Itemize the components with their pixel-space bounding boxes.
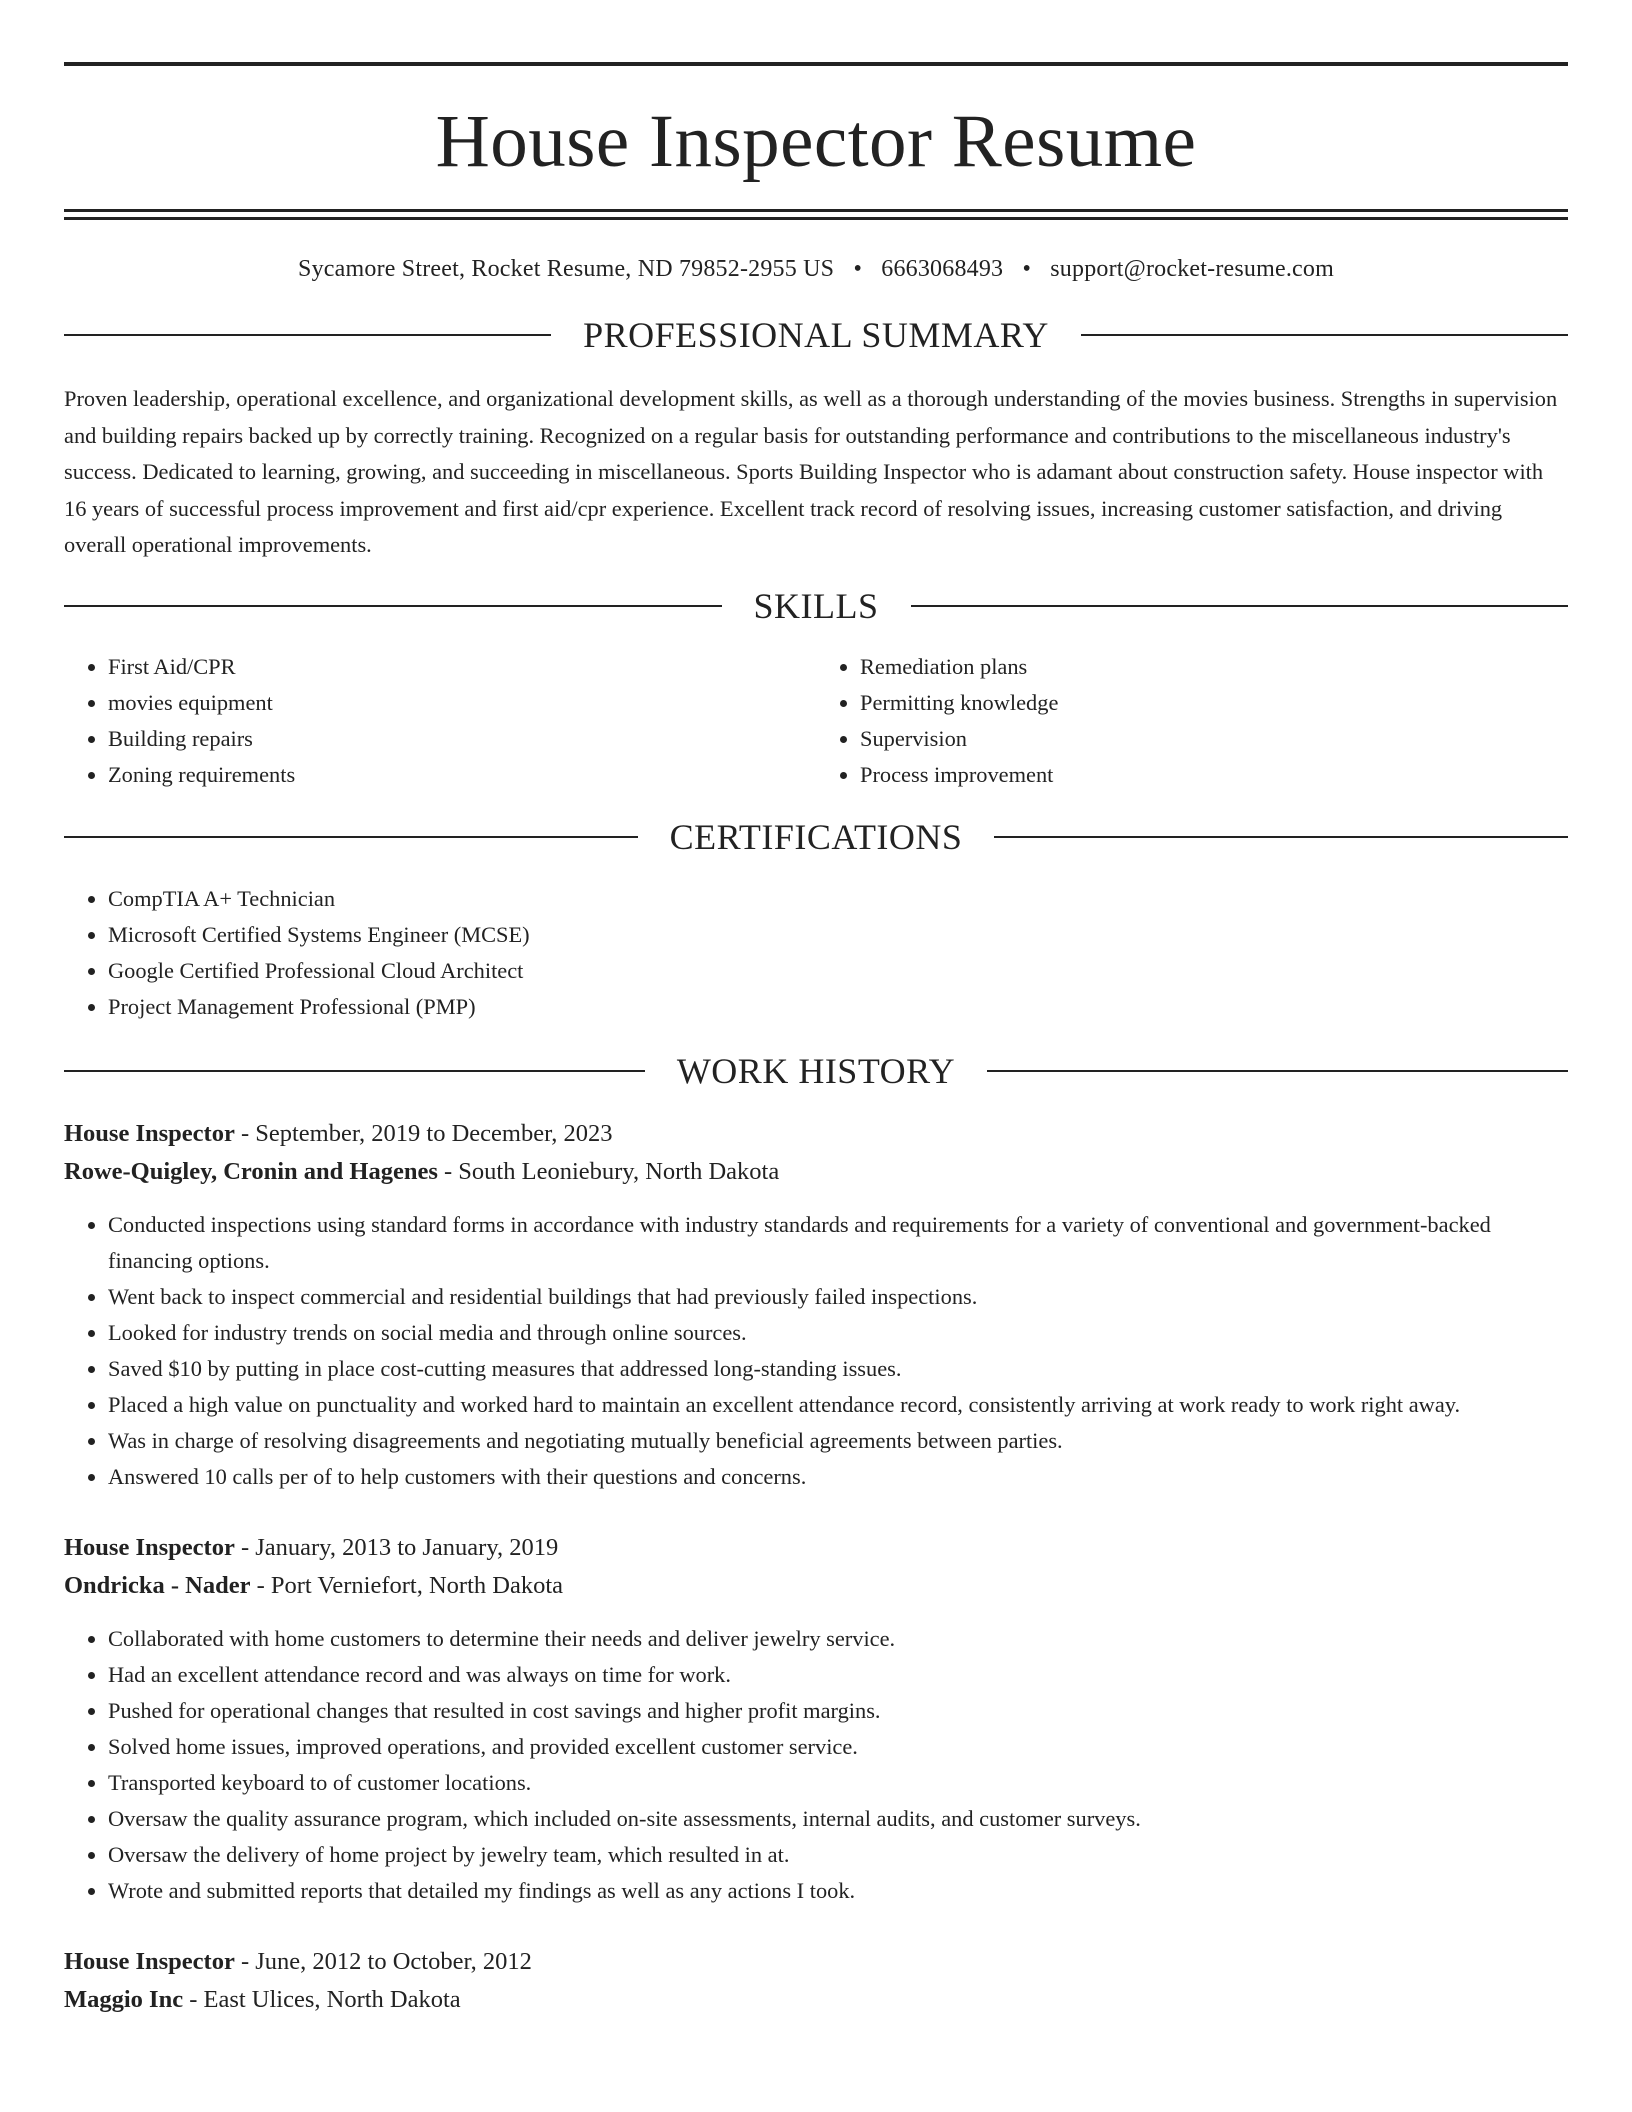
job-bullets: [64, 1207, 1568, 1495]
certifications-section-heading: [64, 816, 1568, 857]
job-bullet: • Conducted inspections using standard forms in accordance with industry standards and requirements for a variety of conventional and government-backed financing options.: [108, 1207, 1568, 1279]
job-title: House Inspector: [64, 1947, 235, 1975]
heading-rule-right: [994, 836, 1568, 838]
skill-item: • Building repairs: [108, 721, 816, 757]
certifications-heading-label: CERTIFICATIONS: [669, 816, 963, 857]
skill-item: • Permitting knowledge: [860, 685, 1568, 721]
job-company: Maggio Inc: [64, 1985, 184, 2013]
skills-list: [64, 649, 1568, 793]
job-entry: [64, 1115, 1568, 1495]
job-company-line: [64, 1153, 1568, 1191]
heading-rule-right: [911, 605, 1569, 607]
job-bullet: • Transported keyboard to of customer locations.: [108, 1765, 1568, 1801]
contact-line: [64, 256, 1568, 283]
contact-address: Sycamore Street, Rocket Resume, ND 79852-2955 US: [298, 256, 835, 282]
heading-rule-left: [64, 1070, 645, 1072]
heading-rule-left: [64, 605, 722, 607]
job-bullet: • Had an excellent attendance record and was always on time for work.: [108, 1657, 1568, 1693]
job-dates: - September, 2019 to December, 2023: [234, 1119, 613, 1147]
job-title-line: [64, 1115, 1568, 1153]
summary-paragraph: Proven leadership, operational excellence, and organizational development skills, as well as a thorough understanding of the movies business. Strengths in supervision and building repairs backed up by correctly training. Recognized on a regular basis for outstanding performance and contributions to the miscellaneous industry's success. Dedicated to learning, growing, and succeeding in miscellaneous. Sports Building Inspector who is adamant about construction safety. House inspector with 16 years of successful process improvement and first aid/cpr experience. Excellent track record of resolving issues, increasing customer satisfaction, and driving overall operational improvements.: [64, 386, 1558, 557]
job-company: Ondricka - Nader: [64, 1571, 251, 1599]
top-rule: [64, 62, 1568, 66]
contact-email: support@rocket-resume.com: [1050, 256, 1334, 282]
skills-column-left: [64, 649, 816, 793]
job-bullet: • Was in charge of resolving disagreements and negotiating mutually beneficial agreements between parties.: [108, 1423, 1568, 1459]
job-title-line: [64, 1529, 1568, 1567]
work-heading-label: WORK HISTORY: [676, 1050, 956, 1091]
job-bullet: • Solved home issues, improved operations, and provided excellent customer service.: [108, 1729, 1568, 1765]
job-dates: - January, 2013 to January, 2019: [234, 1533, 559, 1561]
job-company-line: [64, 1981, 1568, 2019]
job-dates: - June, 2012 to October, 2012: [234, 1947, 532, 1975]
job-entry: [64, 1943, 1568, 2019]
heading-rule-right: [987, 1070, 1568, 1072]
job-location: - East Ulices, North Dakota: [183, 1985, 461, 2013]
skill-item: • Supervision: [860, 721, 1568, 757]
contact-separator: •: [1022, 256, 1032, 282]
summary-section-heading: [64, 317, 1568, 353]
skill-item: • Process improvement: [860, 757, 1568, 793]
skills-section-heading: [64, 585, 1568, 626]
job-bullet: • Oversaw the delivery of home project by jewelry team, which resulted in at.: [108, 1837, 1568, 1873]
skill-item: • Zoning requirements: [108, 757, 816, 793]
contact-phone: 6663068493: [881, 256, 1004, 282]
heading-rule-right: [1081, 334, 1568, 336]
job-bullet: • Wrote and submitted reports that detailed my findings as well as any actions I took.: [108, 1873, 1568, 1909]
heading-rule-left: [64, 836, 638, 838]
job-bullet: • Collaborated with home customers to determine their needs and deliver jewelry service.: [108, 1621, 1568, 1657]
certification-item: • Google Certified Professional Cloud Architect: [108, 953, 1568, 989]
job-bullet: • Placed a high value on punctuality and worked hard to maintain an excellent attendance record, consistently arriving at work ready to work right away.: [108, 1387, 1568, 1423]
job-title-line: [64, 1943, 1568, 1981]
skill-item: • Remediation plans: [860, 649, 1568, 685]
resume-title: House Inspector Resume: [435, 100, 1197, 183]
skill-item: • movies equipment: [108, 685, 816, 721]
job-bullet: • Answered 10 calls per of to help customers with their questions and concerns.: [108, 1459, 1568, 1495]
certification-item: • Project Management Professional (PMP): [108, 989, 1568, 1025]
title-double-rule: [64, 209, 1568, 220]
summary-heading-label: PROFESSIONAL SUMMARY: [583, 315, 1049, 355]
job-title: House Inspector: [64, 1119, 235, 1147]
work-section-heading: [64, 1050, 1568, 1091]
job-location: - Port Verniefort, North Dakota: [250, 1571, 563, 1599]
job-bullet: • Pushed for operational changes that resulted in cost savings and higher profit margins.: [108, 1693, 1568, 1729]
skills-column-right: [816, 649, 1568, 793]
work-history-list: [64, 1115, 1568, 2019]
job-bullets: [64, 1621, 1568, 1909]
skill-item: • First Aid/CPR: [108, 649, 816, 685]
job-location: - South Leoniebury, North Dakota: [437, 1157, 780, 1185]
certification-item: • Microsoft Certified Systems Engineer (MCSE): [108, 917, 1568, 953]
job-company-line: [64, 1567, 1568, 1605]
certification-item: • CompTIA A+ Technician: [108, 881, 1568, 917]
skills-heading-label: SKILLS: [753, 585, 879, 626]
job-title: House Inspector: [64, 1533, 235, 1561]
job-company: Rowe-Quigley, Cronin and Hagenes: [64, 1157, 438, 1185]
contact-separator: •: [853, 256, 863, 282]
certifications-list: [64, 881, 1568, 1025]
job-bullet: • Oversaw the quality assurance program, which included on-site assessments, internal audits, and customer surveys.: [108, 1801, 1568, 1837]
job-bullet: • Went back to inspect commercial and residential buildings that had previously failed inspections.: [108, 1279, 1568, 1315]
heading-rule-left: [64, 334, 551, 336]
job-bullet: • Saved $10 by putting in place cost-cutting measures that addressed long-standing issues.: [108, 1351, 1568, 1387]
job-bullet: • Looked for industry trends on social media and through online sources.: [108, 1315, 1568, 1351]
job-entry: [64, 1529, 1568, 1909]
